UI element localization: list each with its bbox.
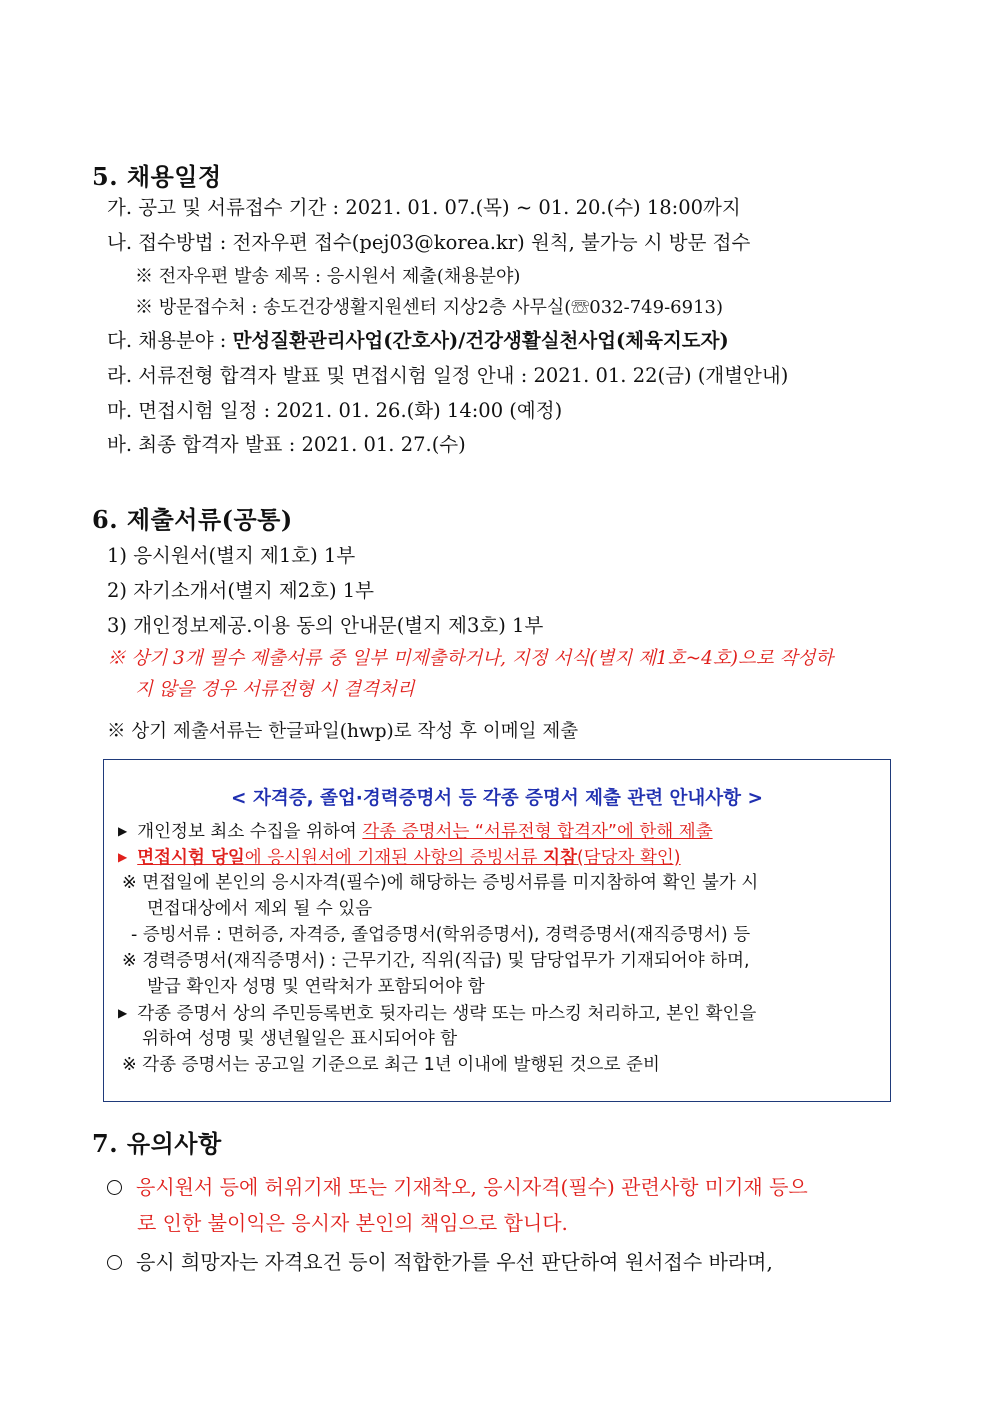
notice-box (103, 759, 891, 1102)
circle-bullet-icon (107, 1180, 122, 1195)
hwp-note: ※ 상기 제출서류는 한글파일(hwp)로 작성 후 이메일 제출 (107, 721, 579, 742)
notice-line-10: ※ 각종 증명서는 공고일 기준으로 최근 1년 이내에 발행된 것으로 준비 (122, 1055, 660, 1075)
section-7-title: 7. 유의사항 (92, 1129, 222, 1158)
notice-line-8 (118, 1002, 756, 1025)
notice-line-1 (118, 820, 713, 843)
notice-line-4: 면접대상에서 제외 될 수 있음 (147, 899, 373, 919)
schedule-item-da (107, 328, 729, 354)
notice-line-2-bold-2: 지참 (543, 848, 577, 868)
schedule-item-na: 나. 접수방법 : 전자우편 접수(pej03@korea.kr) 원칙, 불가능 시 방문 접수 (107, 231, 751, 254)
triangle-bullet-icon: ▶ (118, 1006, 128, 1020)
circle-bullet-icon (107, 1255, 122, 1270)
schedule-note-email: ※ 전자우편 발송 제목 : 응시원서 제출(채용분야) (135, 266, 521, 287)
notice-line-6: ※ 경력증명서(재직증명서) : 근무기간, 직위(직급) 및 담당업무가 기재되어야 하며, (122, 951, 750, 971)
doc-item-3: 3) 개인정보제공.이용 동의 안내문(별지 제3호) 1부 (107, 614, 544, 637)
caution-1-line-2: 로 인한 불이익은 응시자 본인의 책임으로 합니다. (137, 1211, 568, 1235)
warning-line-1: ※ 상기 3개 필수 제출서류 중 일부 미제출하거나, 지정 서식(별지 제1호~4호)으로 작성하 (107, 648, 834, 669)
caution-2-line-1-text: 응시 희망자는 자격요건 등이 적합한가를 우선 판단하여 원서접수 바라며, (136, 1250, 773, 1274)
caution-1-line-1-text: 응시원서 등에 허위기재 또는 기재착오, 응시자격(필수) 관련사항 미기재 등으 (136, 1175, 808, 1199)
schedule-item-ra: 라. 서류전형 합격자 발표 및 면접시험 일정 안내 : 2021. 01. 22(금) (개별안내) (107, 364, 789, 387)
notice-line-2-text: 에 응시원서에 기재된 사항의 증빙서류 (244, 848, 544, 868)
section-6-title: 6. 제출서류(공통) (92, 505, 293, 534)
recruit-field: 만성질환관리사업(간호사)/건강생활실천사업(체육지도자) (232, 329, 729, 352)
notice-line-1-text: 개인정보 최소 수집을 위하여 (137, 822, 363, 842)
notice-box-title: < 자격증, 졸업·경력증명서 등 각종 증명서 제출 관련 안내사항 > (231, 788, 763, 809)
notice-line-2 (118, 846, 681, 869)
notice-line-9: 위하여 성명 및 생년월일은 표시되어야 함 (142, 1029, 458, 1049)
notice-line-2-tail: (담당자 확인) (576, 848, 681, 868)
notice-line-8-text: 각종 증명서 상의 주민등록번호 뒷자리는 생략 또는 마스킹 처리하고, 본인 확인을 (137, 1004, 757, 1024)
schedule-item-ma: 마. 면접시험 일정 : 2021. 01. 26.(화) 14:00 (예정) (107, 399, 563, 422)
schedule-item-ba: 바. 최종 합격자 발표 : 2021. 01. 27.(수) (107, 433, 466, 456)
warning-line-2: 지 않을 경우 서류전형 시 결격처리 (135, 679, 415, 700)
notice-line-3: ※ 면접일에 본인의 응시자격(필수)에 해당하는 증빙서류를 미지참하여 확인 불가 시 (122, 873, 759, 893)
notice-line-1-highlight: 각종 증명서는 “서류전형 합격자”에 한해 제출 (362, 822, 713, 842)
schedule-item-da-label: 다. 채용분야 : (107, 329, 233, 352)
notice-line-5: - 증빙서류 : 면허증, 자격증, 졸업증명서(학위증명서), 경력증명서(재직증명서) 등 (131, 925, 751, 945)
notice-line-7: 발급 확인자 성명 및 연락처가 포함되어야 함 (147, 977, 485, 997)
schedule-item-ga: 가. 공고 및 서류접수 기간 : 2021. 01. 07.(목) ~ 01. 20.(수) 18:00까지 (107, 196, 741, 219)
doc-item-1: 1) 응시원서(별지 제1호) 1부 (107, 544, 356, 567)
doc-item-2: 2) 자기소개서(별지 제2호) 1부 (107, 579, 375, 602)
caution-2-line-1 (107, 1249, 773, 1275)
schedule-note-visit: ※ 방문접수처 : 송도건강생활지원센터 지상2층 사무실(☏032-749-6913) (135, 297, 724, 318)
triangle-bullet-icon: ▶ (118, 850, 128, 864)
notice-line-2-bold: 면접시험 당일 (137, 848, 245, 868)
section-5-title: 5. 채용일정 (92, 162, 222, 191)
caution-1-line-1 (107, 1174, 808, 1200)
triangle-bullet-icon: ▶ (118, 824, 128, 838)
